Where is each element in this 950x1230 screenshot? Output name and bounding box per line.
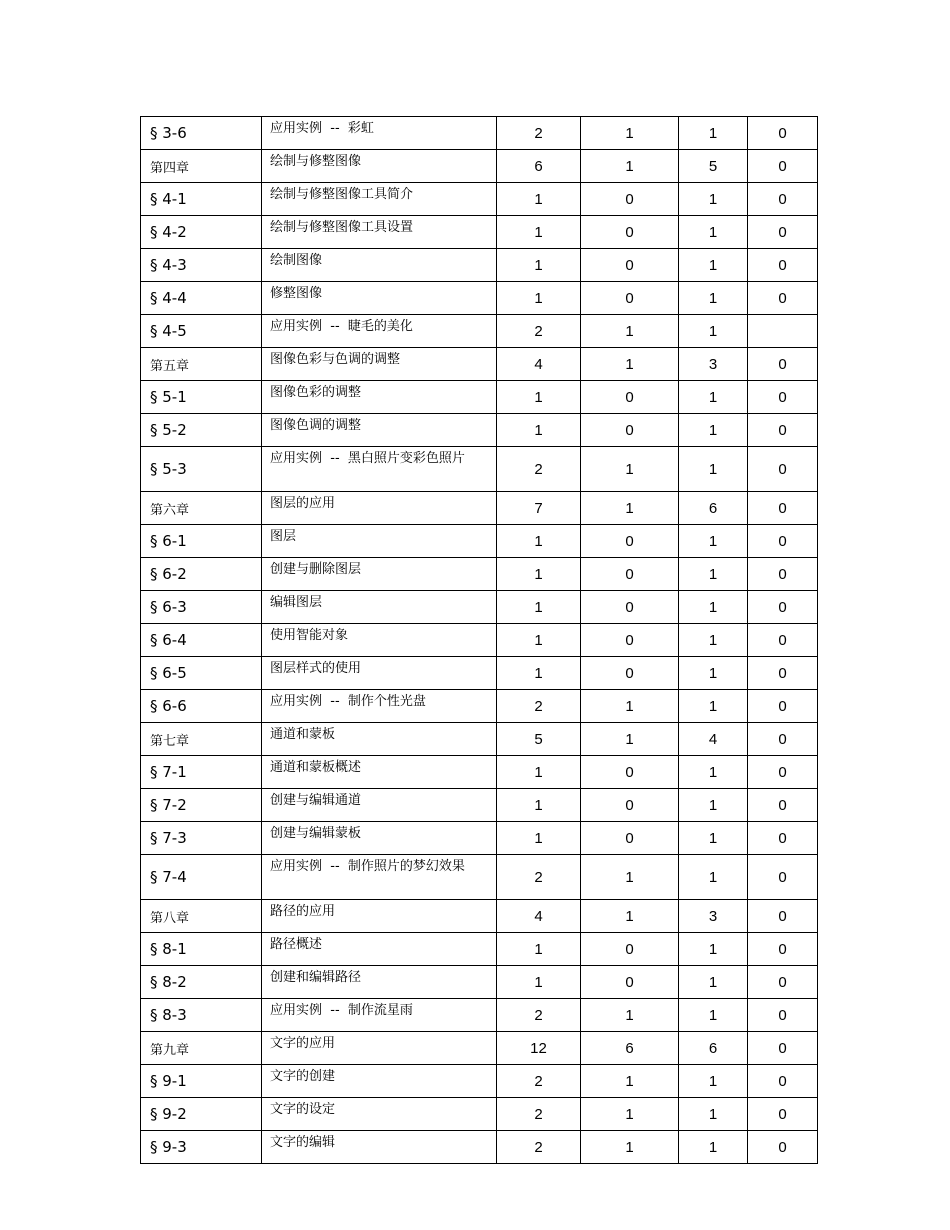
lab-hours-cell: 1 [679,756,748,789]
lecture-hours-cell: 1 [581,492,679,525]
total-hours-cell: 1 [497,414,581,447]
section-cell: § 6-1 [141,525,262,558]
section-cell: § 4-2 [141,216,262,249]
total-hours-cell: 2 [497,855,581,900]
total-hours-cell: 2 [497,1098,581,1131]
total-hours-cell: 2 [497,315,581,348]
lecture-hours-cell: 1 [581,690,679,723]
lecture-hours-cell: 0 [581,624,679,657]
total-hours-cell: 1 [497,525,581,558]
lecture-hours-cell: 0 [581,381,679,414]
total-hours-cell: 1 [497,966,581,999]
section-row [141,315,818,348]
title-cell: 图像色彩的调整 [262,381,497,414]
total-hours-cell: 1 [497,216,581,249]
lab-hours-cell: 1 [679,657,748,690]
total-hours-cell: 1 [497,789,581,822]
other-hours-cell: 0 [748,966,818,999]
total-hours-cell: 1 [497,381,581,414]
title-cell: 应用实例 -- 制作流星雨 [262,999,497,1032]
section-row [141,624,818,657]
section-row [141,216,818,249]
section-cell: § 6-2 [141,558,262,591]
section-cell: 第八章 [141,900,262,933]
total-hours-cell: 5 [497,723,581,756]
title-cell: 应用实例 -- 彩虹 [262,117,497,150]
title-cell: 创建与编辑通道 [262,789,497,822]
lecture-hours-cell: 6 [581,1032,679,1065]
other-hours-cell: 0 [748,822,818,855]
section-row [141,558,818,591]
section-cell: § 6-3 [141,591,262,624]
other-hours-cell: 0 [748,1131,818,1164]
section-cell: § 8-2 [141,966,262,999]
section-row [141,966,818,999]
other-hours-cell: 0 [748,657,818,690]
lab-hours-cell: 1 [679,525,748,558]
total-hours-cell: 1 [497,249,581,282]
title-cell: 图层样式的使用 [262,657,497,690]
section-row [141,999,818,1032]
lecture-hours-cell: 1 [581,117,679,150]
lecture-hours-cell: 1 [581,348,679,381]
other-hours-cell: 0 [748,558,818,591]
chapter-row [141,150,818,183]
other-hours-cell: 0 [748,117,818,150]
lecture-hours-cell: 0 [581,414,679,447]
lab-hours-cell: 1 [679,414,748,447]
chapter-row [141,1032,818,1065]
lab-hours-cell: 3 [679,900,748,933]
total-hours-cell: 4 [497,348,581,381]
lecture-hours-cell: 0 [581,789,679,822]
total-hours-cell: 7 [497,492,581,525]
total-hours-cell: 2 [497,999,581,1032]
chapter-row [141,723,818,756]
total-hours-cell: 1 [497,756,581,789]
lab-hours-cell: 1 [679,591,748,624]
lecture-hours-cell: 0 [581,591,679,624]
other-hours-cell: 0 [748,348,818,381]
other-hours-cell: 0 [748,690,818,723]
other-hours-cell: 0 [748,999,818,1032]
title-cell: 创建和编辑路径 [262,966,497,999]
lecture-hours-cell: 1 [581,447,679,492]
section-row [141,690,818,723]
lab-hours-cell: 1 [679,1098,748,1131]
total-hours-cell: 6 [497,150,581,183]
title-cell: 应用实例 -- 制作个性光盘 [262,690,497,723]
section-cell: § 7-3 [141,822,262,855]
section-cell: § 9-2 [141,1098,262,1131]
lab-hours-cell: 1 [679,822,748,855]
other-hours-cell: 0 [748,492,818,525]
title-cell: 使用智能对象 [262,624,497,657]
lecture-hours-cell: 1 [581,900,679,933]
section-cell: § 4-3 [141,249,262,282]
lecture-hours-cell: 0 [581,933,679,966]
title-cell: 通道和蒙板 [262,723,497,756]
section-cell: § 4-5 [141,315,262,348]
section-cell: 第六章 [141,492,262,525]
section-cell: § 5-2 [141,414,262,447]
title-cell: 通道和蒙板概述 [262,756,497,789]
lecture-hours-cell: 1 [581,723,679,756]
title-cell: 文字的应用 [262,1032,497,1065]
title-cell: 创建与编辑蒙板 [262,822,497,855]
title-cell: 图像色调的调整 [262,414,497,447]
lab-hours-cell: 1 [679,690,748,723]
lab-hours-cell: 1 [679,624,748,657]
title-cell: 应用实例 -- 制作照片的梦幻效果 [262,855,497,900]
total-hours-cell: 1 [497,933,581,966]
total-hours-cell: 1 [497,558,581,591]
section-cell: § 4-4 [141,282,262,315]
other-hours-cell: 0 [748,183,818,216]
lecture-hours-cell: 1 [581,1098,679,1131]
title-cell: 图层 [262,525,497,558]
total-hours-cell: 1 [497,282,581,315]
other-hours-cell: 0 [748,723,818,756]
section-cell: 第九章 [141,1032,262,1065]
lab-hours-cell: 1 [679,117,748,150]
title-cell: 图层的应用 [262,492,497,525]
other-hours-cell: 0 [748,216,818,249]
other-hours-cell: 0 [748,150,818,183]
lab-hours-cell: 1 [679,933,748,966]
other-hours-cell [748,315,818,348]
title-cell: 绘制与修整图像工具设置 [262,216,497,249]
section-cell: § 5-3 [141,447,262,492]
total-hours-cell: 1 [497,657,581,690]
lecture-hours-cell: 0 [581,822,679,855]
lab-hours-cell: 1 [679,855,748,900]
other-hours-cell: 0 [748,933,818,966]
section-row [141,657,818,690]
section-row [141,855,818,900]
lecture-hours-cell: 0 [581,216,679,249]
title-cell: 应用实例 -- 黑白照片变彩色照片 [262,447,497,492]
other-hours-cell: 0 [748,282,818,315]
other-hours-cell: 0 [748,525,818,558]
total-hours-cell: 1 [497,822,581,855]
title-cell: 创建与删除图层 [262,558,497,591]
total-hours-cell: 2 [497,1131,581,1164]
lecture-hours-cell: 0 [581,966,679,999]
title-cell: 修整图像 [262,282,497,315]
section-row [141,756,818,789]
lecture-hours-cell: 0 [581,183,679,216]
section-cell: § 6-6 [141,690,262,723]
table-body [141,117,818,1164]
section-cell: § 9-1 [141,1065,262,1098]
section-cell: § 3-6 [141,117,262,150]
lab-hours-cell: 1 [679,1065,748,1098]
lab-hours-cell: 1 [679,216,748,249]
section-row [141,933,818,966]
other-hours-cell: 0 [748,1098,818,1131]
lab-hours-cell: 1 [679,249,748,282]
section-cell: § 5-1 [141,381,262,414]
section-cell: § 9-3 [141,1131,262,1164]
lecture-hours-cell: 0 [581,249,679,282]
lab-hours-cell: 6 [679,1032,748,1065]
other-hours-cell: 0 [748,1032,818,1065]
total-hours-cell: 4 [497,900,581,933]
other-hours-cell: 0 [748,756,818,789]
section-cell: § 7-2 [141,789,262,822]
course-hours-table [140,116,818,1164]
lab-hours-cell: 1 [679,315,748,348]
lab-hours-cell: 3 [679,348,748,381]
lecture-hours-cell: 1 [581,150,679,183]
section-row [141,1065,818,1098]
section-row [141,1098,818,1131]
title-cell: 绘制与修整图像 [262,150,497,183]
title-cell: 文字的创建 [262,1065,497,1098]
section-row [141,447,818,492]
title-cell: 绘制与修整图像工具简介 [262,183,497,216]
section-row [141,1131,818,1164]
total-hours-cell: 2 [497,117,581,150]
lecture-hours-cell: 1 [581,1131,679,1164]
lab-hours-cell: 1 [679,282,748,315]
section-cell: § 7-4 [141,855,262,900]
lab-hours-cell: 1 [679,1131,748,1164]
title-cell: 编辑图层 [262,591,497,624]
section-cell: 第七章 [141,723,262,756]
total-hours-cell: 1 [497,624,581,657]
total-hours-cell: 1 [497,591,581,624]
section-cell: 第四章 [141,150,262,183]
section-cell: 第五章 [141,348,262,381]
lab-hours-cell: 5 [679,150,748,183]
lecture-hours-cell: 0 [581,756,679,789]
lab-hours-cell: 1 [679,381,748,414]
section-row [141,789,818,822]
section-cell: § 7-1 [141,756,262,789]
total-hours-cell: 2 [497,447,581,492]
other-hours-cell: 0 [748,855,818,900]
lecture-hours-cell: 0 [581,525,679,558]
section-row [141,822,818,855]
title-cell: 图像色彩与色调的调整 [262,348,497,381]
other-hours-cell: 0 [748,591,818,624]
chapter-row [141,492,818,525]
title-cell: 应用实例 -- 睫毛的美化 [262,315,497,348]
section-cell: § 8-1 [141,933,262,966]
title-cell: 路径概述 [262,933,497,966]
other-hours-cell: 0 [748,624,818,657]
other-hours-cell: 0 [748,789,818,822]
lab-hours-cell: 1 [679,999,748,1032]
other-hours-cell: 0 [748,447,818,492]
section-row [141,414,818,447]
other-hours-cell: 0 [748,381,818,414]
lecture-hours-cell: 1 [581,1065,679,1098]
total-hours-cell: 1 [497,183,581,216]
section-row [141,249,818,282]
section-row [141,282,818,315]
section-cell: § 6-4 [141,624,262,657]
other-hours-cell: 0 [748,249,818,282]
section-cell: § 4-1 [141,183,262,216]
lecture-hours-cell: 1 [581,999,679,1032]
total-hours-cell: 2 [497,690,581,723]
other-hours-cell: 0 [748,414,818,447]
chapter-row [141,348,818,381]
lecture-hours-cell: 0 [581,657,679,690]
lab-hours-cell: 1 [679,966,748,999]
chapter-row [141,900,818,933]
other-hours-cell: 0 [748,1065,818,1098]
section-row [141,525,818,558]
lab-hours-cell: 4 [679,723,748,756]
title-cell: 文字的设定 [262,1098,497,1131]
title-cell: 绘制图像 [262,249,497,282]
section-row [141,183,818,216]
lab-hours-cell: 6 [679,492,748,525]
lecture-hours-cell: 1 [581,855,679,900]
other-hours-cell: 0 [748,900,818,933]
title-cell: 文字的编辑 [262,1131,497,1164]
total-hours-cell: 12 [497,1032,581,1065]
section-cell: § 8-3 [141,999,262,1032]
lecture-hours-cell: 0 [581,558,679,591]
lab-hours-cell: 1 [679,447,748,492]
section-row [141,117,818,150]
section-row [141,591,818,624]
title-cell: 路径的应用 [262,900,497,933]
lecture-hours-cell: 0 [581,282,679,315]
total-hours-cell: 2 [497,1065,581,1098]
lab-hours-cell: 1 [679,558,748,591]
section-row [141,381,818,414]
lecture-hours-cell: 1 [581,315,679,348]
lab-hours-cell: 1 [679,183,748,216]
lab-hours-cell: 1 [679,789,748,822]
section-cell: § 6-5 [141,657,262,690]
